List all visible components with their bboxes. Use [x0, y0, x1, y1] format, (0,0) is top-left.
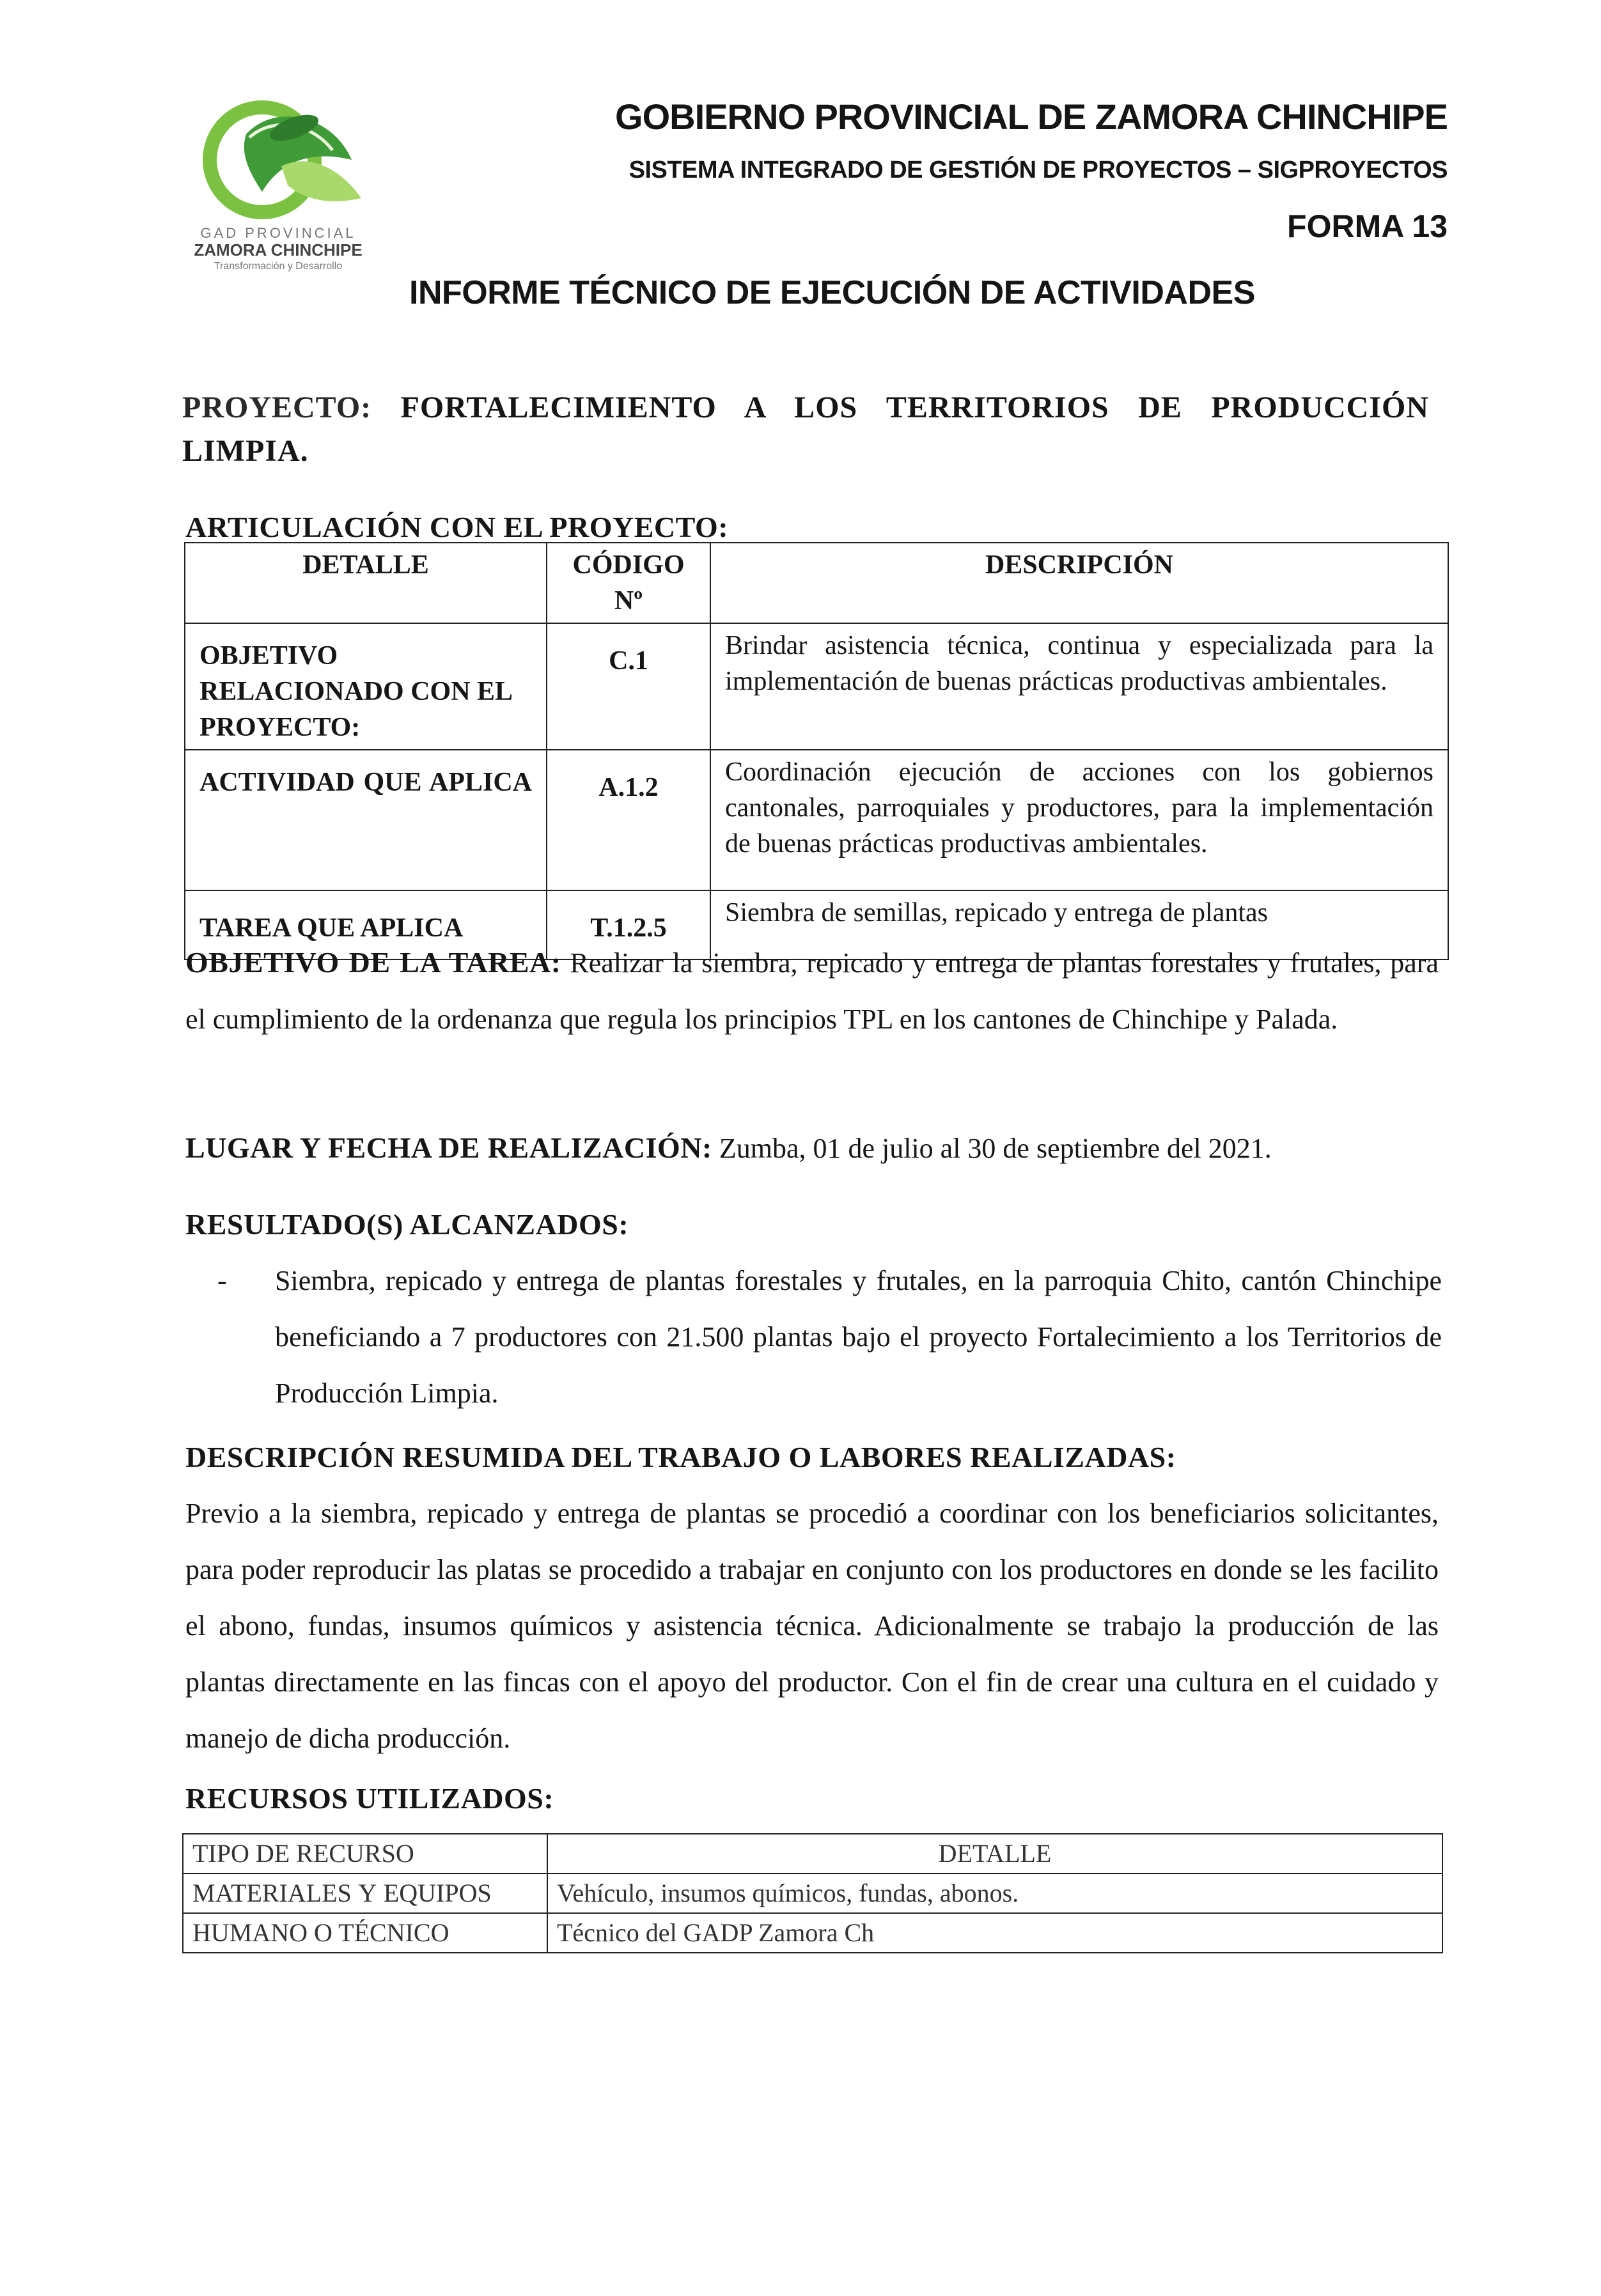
row-description: Brindar asistencia técnica, continua y especializada para la implementación de buenas prácticas productivas ambientales. — [710, 623, 1448, 750]
place-date-text: Zumba, 01 de julio al 30 de septiembre del 2021. — [719, 1133, 1272, 1164]
results-label: RESULTADO(S) ALCANZADOS: — [185, 1208, 629, 1241]
page-title: GOBIERNO PROVINCIAL DE ZAMORA CHINCHIPE — [615, 97, 1448, 137]
row-detail: OBJETIVO RELACIONADO CON EL PROYECTO: — [185, 623, 547, 750]
articulation-heading: ARTICULACIÓN CON EL PROYECTO: — [185, 511, 729, 543]
objective-label: OBJETIVO DE LA TAREA: — [185, 946, 561, 979]
table-header-row — [185, 543, 1448, 623]
project-name: FORTALECIMIENTO A LOS TERRITORIOS DE PRODUCCIÓN LIMPIA. — [182, 391, 1429, 468]
table-row — [185, 750, 1448, 890]
row-code: A.1.2 — [547, 750, 710, 890]
summary-text: Previo a la siembra, repicado y entrega de plantas se procedió a coordinar con los beneficiarios solicitantes, para poder reproducir las platas se procedido a trabajar en conjunto con los productores en donde se les facilito el abono, fundas, insumos químicos y asistencia técnica. Adicionalmente se trabajo la producción de las plantas directamente en las fincas con el apoyo del productor. Con el fin de crear una cultura en el cuidado y manejo de dicha producción. — [185, 1498, 1439, 1754]
column-header-type: TIPO DE RECURSO — [183, 1834, 547, 1873]
column-header-detail: DETALLE — [185, 543, 547, 623]
resources-table — [182, 1833, 1443, 1953]
report-title: INFORME TÉCNICO DE EJECUCIÓN DE ACTIVIDADES — [409, 274, 1255, 311]
row-detail: TAREA QUE APLICA — [185, 890, 547, 959]
row-code: C.1 — [547, 623, 710, 750]
articulation-table — [184, 542, 1449, 960]
summary-label: DESCRIPCIÓN RESUMIDA DEL TRABAJO O LABORES REALIZADAS: — [185, 1441, 1176, 1473]
row-detail: ACTIVIDAD QUE APLICA — [185, 750, 547, 890]
results-bullet: - — [217, 1265, 227, 1296]
row-code: T.1.2.5 — [547, 890, 710, 959]
row-type: HUMANO O TÉCNICO — [183, 1913, 547, 1953]
column-header-description: DESCRIPCIÓN — [710, 543, 1448, 623]
row-detail: Técnico del GADP Zamora Ch — [547, 1913, 1442, 1953]
logo-line-1: GAD PROVINCIAL — [200, 225, 356, 241]
table-row — [183, 1873, 1442, 1913]
resources-label: RECURSOS UTILIZADOS: — [185, 1782, 554, 1815]
row-detail: Vehículo, insumos químicos, fundas, abonos. — [547, 1873, 1442, 1913]
row-type: MATERIALES Y EQUIPOS — [183, 1873, 547, 1913]
table-header-row — [183, 1834, 1442, 1873]
row-description: Coordinación ejecución de acciones con los gobiernos cantonales, parroquiales y productores, para la implementación de buenas prácticas productivas ambientales. — [710, 750, 1448, 890]
form-number: FORMA 13 — [1287, 208, 1448, 244]
column-header-code: CÓDIGO Nº — [547, 543, 710, 623]
table-row — [185, 623, 1448, 750]
logo-line-2: ZAMORA CHINCHIPE — [194, 240, 363, 260]
place-date-section — [185, 1120, 1439, 1177]
place-date-label: LUGAR Y FECHA DE REALIZACIÓN: — [185, 1131, 712, 1164]
logo-line-3: Transformación y Desarrollo — [214, 261, 343, 272]
leaf-logo-icon — [179, 89, 396, 230]
page-subtitle: SISTEMA INTEGRADO DE GESTIÓN DE PROYECTOS – SIGPROYECTOS — [629, 157, 1448, 183]
list-item: Siembra, repicado y entrega de plantas forestales y frutales, en la parroquia Chito, cantón Chinchipe beneficiando a 7 productores con 21.500 plantas bajo el proyecto Fortalecimiento a los Territorios de Producción Limpia. — [275, 1265, 1442, 1409]
logo — [179, 89, 396, 275]
column-header-detail: DETALLE — [547, 1834, 1442, 1873]
objective-text: Realizar la siembra, repicado y entrega de plantas forestales y frutales, para el cumplimiento de la ordenanza que regula los principios TPL en los cantones de Chinchipe y Palada. — [185, 947, 1439, 1035]
project-section — [182, 386, 1429, 473]
table-row — [183, 1913, 1442, 1953]
row-description: Siembra de semillas, repicado y entrega de plantas — [710, 890, 1448, 959]
project-label: PROYECTO: — [182, 391, 372, 424]
objective-section — [185, 935, 1439, 1048]
